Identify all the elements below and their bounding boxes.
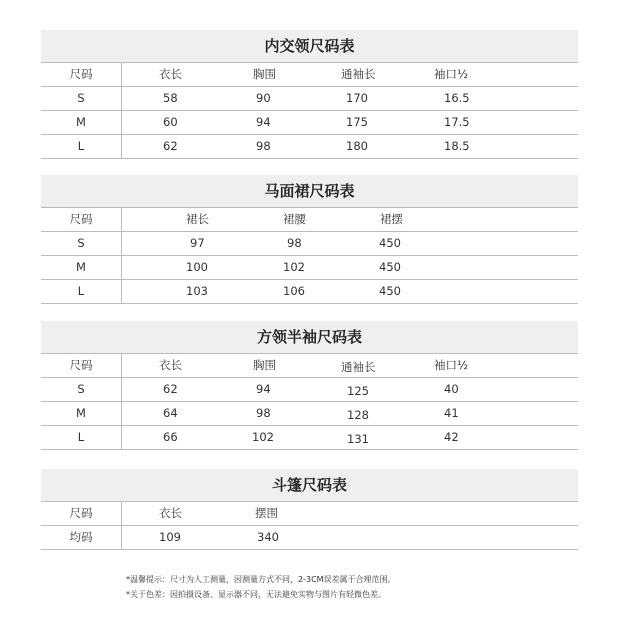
header-cell: 尺码 xyxy=(69,67,93,81)
measurement-note: *温馨提示：尺寸为人工测量，因测量方式不同，2-3CM误差属于合理范围。 xyxy=(126,575,396,584)
value-cell: 109 xyxy=(159,530,181,544)
size-table-neckline-top xyxy=(41,30,578,159)
value-cell: 42 xyxy=(444,430,459,444)
table-header-row xyxy=(41,207,578,232)
value-cell: 94 xyxy=(256,115,271,129)
value-cell: 180 xyxy=(346,139,368,153)
table-row xyxy=(41,526,578,550)
size-table-horse-face-skirt xyxy=(41,175,578,304)
value-cell: 125 xyxy=(347,384,369,398)
size-table-cape xyxy=(41,469,578,550)
size-cell: M xyxy=(76,260,86,274)
notes xyxy=(126,572,396,602)
value-cell: 41 xyxy=(444,406,459,420)
header-cell: 袖口½ xyxy=(434,358,469,372)
value-cell: 100 xyxy=(186,260,208,274)
table-header-row xyxy=(41,353,578,378)
value-cell: 62 xyxy=(163,139,178,153)
value-cell: 450 xyxy=(379,284,401,298)
header-cell: 裙腰 xyxy=(283,212,306,226)
size-cell: S xyxy=(77,382,85,396)
table-title: 内交领尺码表 xyxy=(41,30,578,62)
header-cell: 裙长 xyxy=(186,212,209,226)
value-cell: 102 xyxy=(283,260,305,274)
header-cell: 尺码 xyxy=(69,212,93,226)
table-title: 斗篷尺码表 xyxy=(41,469,578,501)
size-cell: M xyxy=(76,115,86,129)
value-cell: 450 xyxy=(379,236,401,250)
header-cell: 尺码 xyxy=(69,358,93,372)
table-row xyxy=(41,87,578,111)
table-header-row xyxy=(41,62,578,87)
header-cell: 胸围 xyxy=(253,67,276,81)
table-row xyxy=(41,111,578,135)
table-row xyxy=(41,280,578,304)
table-row xyxy=(41,232,578,256)
size-cell: 均码 xyxy=(69,530,93,544)
value-cell: 103 xyxy=(186,284,208,298)
value-cell: 102 xyxy=(252,430,274,444)
value-cell: 106 xyxy=(283,284,305,298)
value-cell: 131 xyxy=(347,432,369,446)
header-cell: 通袖长 xyxy=(341,360,376,374)
size-cell: L xyxy=(77,430,85,444)
table-header-row xyxy=(41,501,578,526)
value-cell: 90 xyxy=(256,91,271,105)
value-cell: 128 xyxy=(347,408,369,422)
value-cell: 62 xyxy=(163,382,178,396)
value-cell: 340 xyxy=(257,530,279,544)
value-cell: 60 xyxy=(163,115,178,129)
value-cell: 98 xyxy=(287,236,302,250)
value-cell: 64 xyxy=(163,406,178,420)
size-cell: L xyxy=(77,284,85,298)
color-note: *关于色差：因拍摄设备、显示器不同，无法避免实物与图片有轻微色差。 xyxy=(126,590,386,599)
value-cell: 17.5 xyxy=(444,115,470,129)
value-cell: 18.5 xyxy=(444,139,470,153)
header-cell: 袖口½ xyxy=(434,67,469,81)
value-cell: 58 xyxy=(163,91,178,105)
header-cell: 通袖长 xyxy=(341,67,376,81)
size-cell: S xyxy=(77,236,85,250)
table-row xyxy=(41,426,578,450)
value-cell: 450 xyxy=(379,260,401,274)
value-cell: 98 xyxy=(256,406,271,420)
header-cell: 胸围 xyxy=(253,358,276,372)
table-title: 方领半袖尺码表 xyxy=(41,321,578,353)
value-cell: 16.5 xyxy=(444,91,470,105)
table-title: 马面裙尺码表 xyxy=(41,175,578,207)
value-cell: 94 xyxy=(256,382,271,396)
table-row xyxy=(41,402,578,426)
value-cell: 40 xyxy=(444,382,459,396)
table-row xyxy=(41,135,578,159)
size-cell: M xyxy=(76,406,86,420)
header-cell: 衣长 xyxy=(159,358,182,372)
header-cell: 裙摆 xyxy=(380,212,403,226)
size-cell: L xyxy=(77,139,85,153)
header-cell: 摆围 xyxy=(255,506,278,520)
table-row xyxy=(41,378,578,402)
header-cell: 尺码 xyxy=(69,506,93,520)
value-cell: 175 xyxy=(346,115,368,129)
value-cell: 66 xyxy=(163,430,178,444)
value-cell: 97 xyxy=(190,236,205,250)
size-table-square-collar-half-sleeve xyxy=(41,321,578,450)
header-cell: 衣长 xyxy=(159,67,182,81)
size-cell: S xyxy=(77,91,85,105)
value-cell: 170 xyxy=(346,91,368,105)
header-cell: 衣长 xyxy=(159,506,182,520)
table-row xyxy=(41,256,578,280)
value-cell: 98 xyxy=(256,139,271,153)
